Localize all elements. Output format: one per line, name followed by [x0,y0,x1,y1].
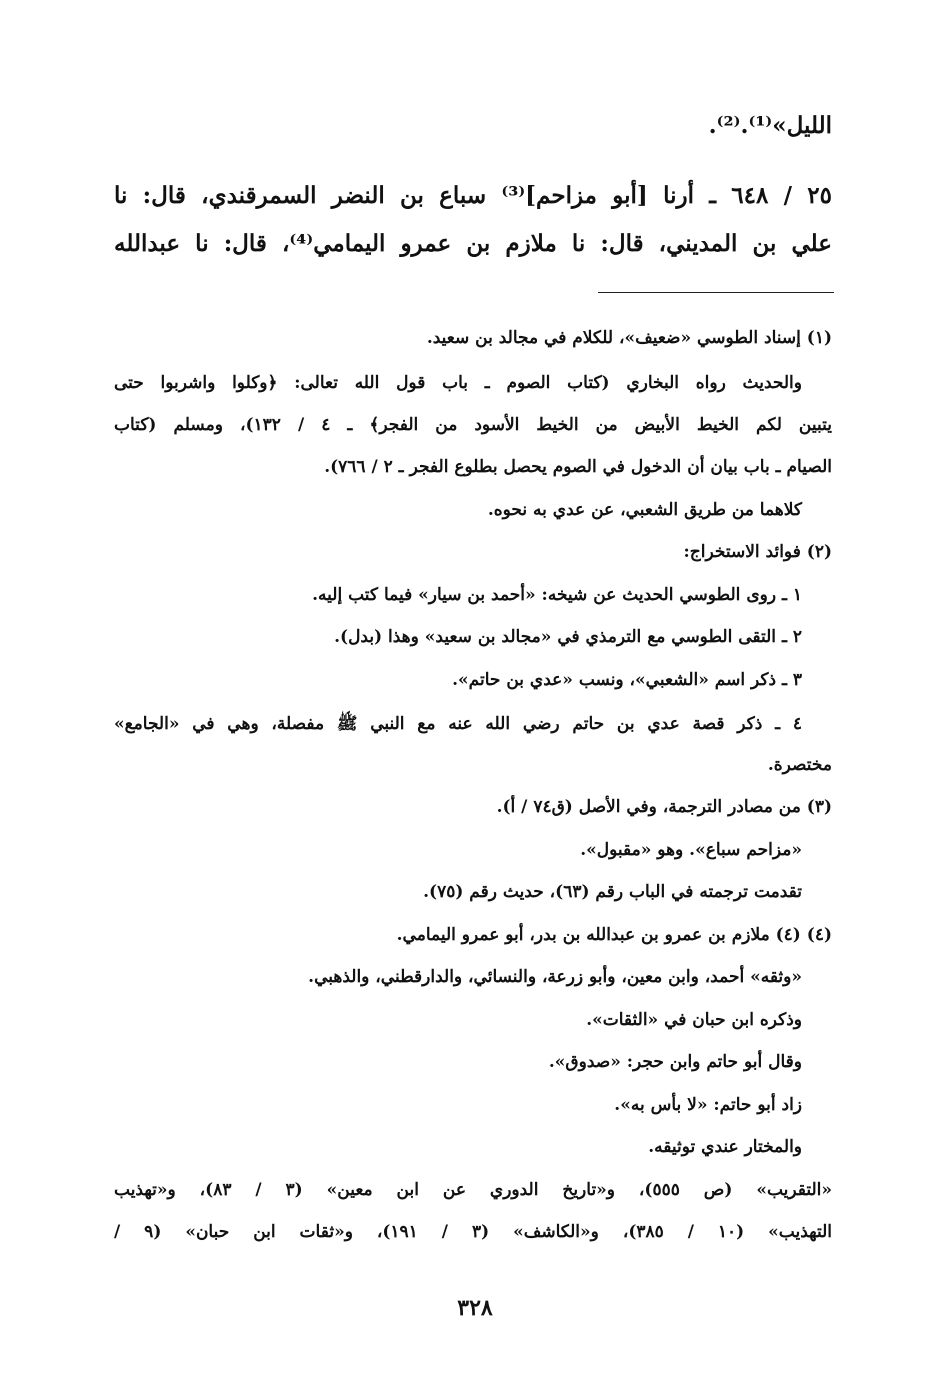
footnote-4-line-2: «وثقه» أحمد، وابن معين، وأبو زرعة، والنسائي، والدارقطني، والذهبي. [308,967,802,987]
footnote-2-line-2: ١ ـ روى الطوسي الحديث عن شيخه: «أحمد بن سيار» فيما كتب إليه. [312,585,802,605]
footnote-2-line-4: ٣ ـ ذكر اسم «الشعبي»، ونسب «عدي بن حاتم». [452,670,802,690]
footnote-4-line-7: «التقريب» (ص ٥٥٥)، و«تاريخ الدوري عن ابن معين» (٣ / ٨٣)، و«تهذيب [114,1180,833,1200]
footnote-1-line-4: الصيام ـ باب بيان أن الدخول في الصوم يحصل بطلوع الفجر ـ ٢ / ٧٦٦). [324,457,832,477]
footnote-4-line-4: وقال أبو حاتم وابن حجر: «صدوق». [548,1052,802,1072]
main-text-line-2: علي بن المديني، قال: نا ملازم بن عمرو اليمامي⁽⁴⁾، قال: نا عبدالله [114,230,832,257]
footnote-4-line-8: التهذيب» (١٠ / ٣٨٥)، و«الكاشف» (٣ / ١٩١)، و«ثقات ابن حبان» (٩ / [114,1222,833,1242]
footnote-2-line-3: ٢ ـ التقى الطوسي مع الترمذي في «مجالد بن سعيد» وهذا (بدل). [334,627,802,647]
footnote-1-line-5: كلاهما من طريق الشعبي، عن عدي به نحوه. [487,500,802,520]
footnote-separator [598,292,834,293]
footnote-3-line-1: (٣) من مصادر الترجمة، وفي الأصل (ق٧٤ / أ). [496,797,832,817]
main-text-line-top: الليل»⁽¹⁾.⁽²⁾. [708,112,832,139]
footnote-3-line-2: «مزاحم سباع». وهو «مقبول». [580,840,802,860]
footnote-2-line-1: (٢) فوائد الاستخراج: [683,542,832,562]
footnote-4-line-6: والمختار عندي توثيقه. [648,1137,802,1157]
footnote-4-line-5: زاد أبو حاتم: «لا بأس به». [614,1095,802,1115]
footnote-3-line-3: تقدمت ترجمته في الباب رقم (٦٣)، حديث رقم (٧٥). [423,882,802,902]
footnote-2-line-6: مختصرة. [767,755,832,775]
footnote-1-line-1: (١) إسناد الطوسي «ضعيف»، للكلام في مجالد بن سعيد. [426,328,832,348]
footnote-4-line-1: (٤) (٤) ملازم بن عمرو بن عبدالله بن بدر، أبو عمرو اليمامي. [396,925,832,945]
footnote-1-line-3: يتبين لكم الخيط الأبيض من الخيط الأسود من الفجر﴾ ـ ٤ / ١٣٢)، ومسلم (كتاب [114,415,832,435]
main-text-line-1: ٢٥ / ٦٤٨ ـ أرنا [أبو مزاحم]⁽³⁾ سباع بن النضر السمرقندي، قال: نا [114,182,833,209]
footnote-2-line-5: ٤ ـ ذكر قصة عدي بن حاتم رضي الله عنه مع النبي ﷺ مفصلة، وهي في «الجامع» [114,714,802,734]
footnote-4-line-3: وذكره ابن حبان في «الثقات». [586,1010,802,1030]
footnote-1-line-2: والحديث رواه البخاري (كتاب الصوم ـ باب قول الله تعالى: ﴿وكلوا واشربوا حتى [114,373,802,393]
page-number: ٣٢٨ [457,1295,493,1321]
